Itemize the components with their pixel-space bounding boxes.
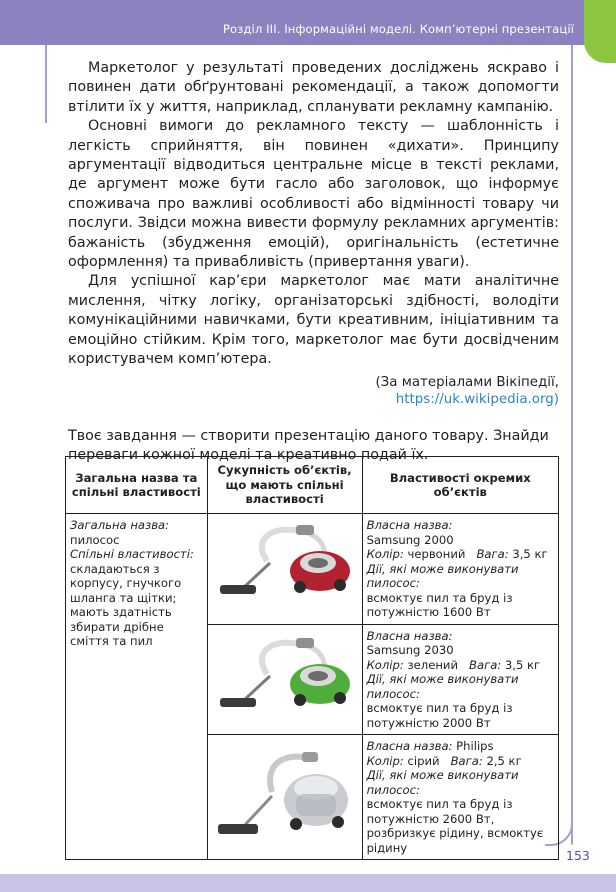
object-color: сірий xyxy=(407,753,440,768)
object-weight: 3,5 кг xyxy=(504,657,541,672)
common-props-label: Спільні властивості: xyxy=(70,547,194,561)
page-number: 153 xyxy=(566,848,590,863)
table-header-row xyxy=(66,457,559,514)
source-link[interactable]: https://uk.wikipedia.org) xyxy=(395,391,559,407)
common-name-value: пилосос xyxy=(70,532,120,547)
paragraph-1: Маркетолог у результаті проведених досліджень яскраво і повинен дати обґрунтовані рекомендації, а також допомогти втілити їх у життя, наприклад, спланувати рекламну кампанію. xyxy=(68,60,559,115)
header-individual: Властивості окремих об’єктів xyxy=(362,457,558,514)
bottom-band xyxy=(0,874,616,892)
vacuum-grey-image xyxy=(212,742,358,850)
actions-label: Дії, які може виконувати пилосос: xyxy=(366,672,519,701)
vacuum-green-image xyxy=(212,630,358,722)
vacuum-image-cell-2 xyxy=(207,624,362,735)
right-frame-rule xyxy=(571,45,573,845)
actions-label: Дії, які може виконувати пилосос: xyxy=(366,768,519,797)
vacuum-image-cell-1 xyxy=(207,514,362,625)
actions-label: Дії, які може виконувати пилосос: xyxy=(366,561,519,590)
object-properties-cell-3 xyxy=(362,735,558,860)
common-props-value: складаються з корпусу, гнучкого шланга та щітки; мають здатність збирати дрібне сміття та пил xyxy=(70,561,182,648)
properties-table xyxy=(65,456,559,860)
weight-label: Вага: xyxy=(450,753,483,768)
vacuum-image-cell-3 xyxy=(207,735,362,860)
name-label: Власна назва: xyxy=(366,518,453,532)
paragraph-2: Основні вимоги до рекламного тексту — шаблонність і легкість сприйняття, він повинен «дихати». Принципу аргументації відводиться центральне місце в тексті реклами, де аргумент може бути гасло або заголовок, що інформує споживача про важливі особливості або відмінності товару чи послуги. Звідси можна вивести формулу рекламних аргументів: бажаність (збудження емоцій), оригінальність (естетичне оформлення) та привабливість (привертання уваги). xyxy=(68,118,559,271)
table-row xyxy=(66,514,559,625)
color-label: Колір: xyxy=(366,753,404,768)
object-color: зелений xyxy=(407,657,458,672)
task-text: Твоє завдання — створити презентацію даного товару. Знайди переваги кожної моделі та креативно подай їх. xyxy=(68,427,549,463)
object-properties-cell-1 xyxy=(362,514,558,625)
object-actions: всмоктує пил та бруд із потужністю 1600 Вт xyxy=(366,590,513,619)
weight-label: Вага: xyxy=(476,547,509,561)
object-name: Philips xyxy=(456,739,494,753)
object-weight: 2,5 кг xyxy=(486,753,522,768)
common-name-label: Загальна назва: xyxy=(70,518,170,532)
header-tab xyxy=(584,0,616,63)
name-label: Власна назва: xyxy=(366,628,453,643)
vacuum-red-image xyxy=(212,519,358,609)
color-label: Колір: xyxy=(366,657,404,672)
header-common: Загальна назва та спільні властивості xyxy=(66,457,208,514)
body-text xyxy=(68,59,559,465)
object-actions: всмоктує пил та бруд із потужністю 2000 Вт xyxy=(366,701,513,730)
weight-label: Вага: xyxy=(469,657,502,672)
object-actions: всмоктує пил та бруд із потужністю 2600 Вт, розбризкує рідину, всмоктує рідину xyxy=(366,797,544,855)
object-properties-cell-2 xyxy=(362,624,558,735)
source-text: (За матеріалами Вікіпедії, xyxy=(375,374,559,390)
header-objects: Сукупність об’єктів, що мають спільні властивості xyxy=(207,457,362,514)
paragraph-3: Для успішної кар’єри маркетолог має мати аналітичне мислення, чітку логіку, організаторські здібності, володіти комунікаційними навичками, бути креативним, ініціативним та емоційно стійким. Крім того, маркетолог має бути досвідченим користувачем комп’ютера. xyxy=(68,273,559,368)
left-rule xyxy=(45,45,47,123)
object-name: Samsung 2000 xyxy=(366,532,454,547)
source-citation xyxy=(68,374,559,408)
common-properties-cell xyxy=(66,514,208,860)
color-label: Колір: xyxy=(366,547,404,561)
object-weight: 3,5 кг xyxy=(512,547,548,561)
name-label: Власна назва: xyxy=(366,739,453,753)
object-name: Samsung 2030 xyxy=(366,643,454,657)
header-title: Розділ ІІІ. Інформаційні моделі. Комп’ютерні презентації xyxy=(222,22,574,36)
object-color: червоний xyxy=(407,547,466,561)
